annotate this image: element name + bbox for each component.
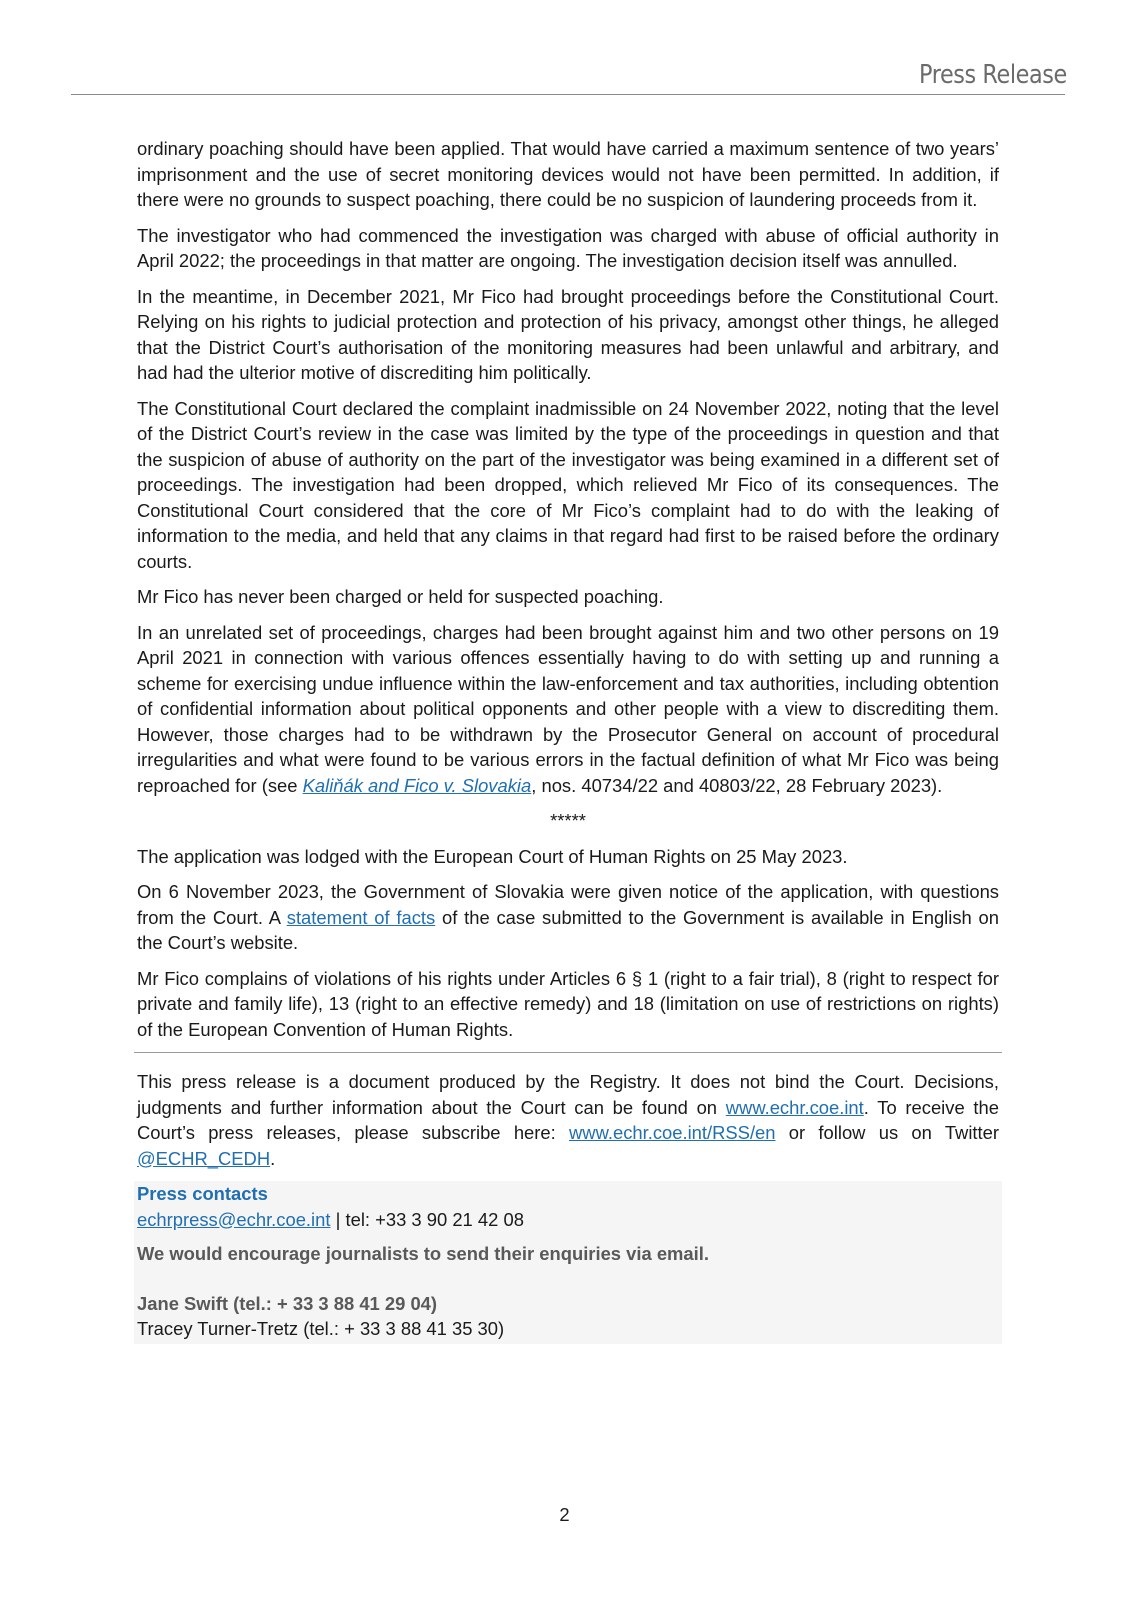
- header-title: Press Release: [919, 60, 1067, 90]
- twitter-link[interactable]: @ECHR_CEDH: [137, 1147, 271, 1169]
- press-contacts-box: [134, 1181, 1002, 1344]
- statement-of-facts-link[interactable]: statement of facts: [286, 906, 436, 928]
- footer-divider: [134, 1052, 1002, 1053]
- contact-person-2: Tracey Turner-Tretz (tel.: + 33 3 88 41 35 30): [137, 1318, 505, 1339]
- contact-person-1: Jane Swift (tel.: + 33 3 88 41 29 04): [137, 1292, 438, 1314]
- echr-website-link[interactable]: www.echr.coe.int: [725, 1096, 864, 1118]
- press-contacts-title: Press contacts: [137, 1183, 268, 1204]
- paragraph-poaching: ordinary poaching should have been applied. That would have carried a maximum sentence of two years’ imprisonment and the use of secret monitoring devices would not have been permitted. In addition, if there were no grounds to suspect poaching, there could be no suspicion of laundering proceeds from it.: [137, 138, 999, 210]
- paragraph-investigator: The investigator who had commenced the investigation was charged with abuse of official authority in April 2022; the proceedings in that matter are ongoing. The investigation decision itself was annulled.: [137, 224, 999, 271]
- page-number: 2: [559, 1504, 570, 1525]
- header-divider: [71, 94, 1065, 95]
- press-email-line: echrpress@echr.coe.int | tel: +33 3 90 21 42 08: [137, 1208, 524, 1230]
- rss-link[interactable]: www.echr.coe.int/RSS/en: [569, 1122, 776, 1143]
- paragraph-complaints: Mr Fico complains of violations of his rights under Articles 6 § 1 (right to a fair trial), 8 (right to respect for private and family life), 13 (right to an effective remedy) and 18 (limitation on use of restrictions on rights) of the European Convention of Human Rights.: [137, 967, 999, 1040]
- main-content: [137, 136, 999, 1344]
- registry-disclaimer: This press release is a document produced by the Registry. It does not bind the Court. Decisions, judgments and further information about the Court can be found on www.echr.coe.int. To receive the Court’s press releases, please subscribe here: www.echr.coe.int/RSS/en or follow us on Twitter @ECHR_CEDH.: [137, 1071, 999, 1169]
- paragraph-notice: On 6 November 2023, the Government of Slovakia were given notice of the application, with questions from the Court. A statement of facts of the case submitted to the Government is available in English on the Court’s website.: [137, 881, 1000, 953]
- paragraph-unrelated-proceedings: In an unrelated set of proceedings, charges had been brought against him and two other persons on 19 April 2021 in connection with various offences essentially having to do with setting up and running a scheme for exercising undue influence within the law-enforcement and tax authorities, including obtention of confidential information about political opponents and other people with a view to discrediting them. However, those charges had to be withdrawn by the Prosecutor General on account of procedural irregularities and what were found to be various errors in the factual definition of what Mr Fico was being reproached for (see Kaliňák and Fico v. Slovakia, nos. 40734/22 and 40803/22, 28 February 2023).: [137, 621, 999, 796]
- press-email-link[interactable]: echrpress@echr.coe.int: [137, 1208, 331, 1230]
- paragraph-constitutional-decision: The Constitutional Court declared the complaint inadmissible on 24 November 2022, noting that the level of the District Court’s review in the case was limited by the type of the proceedings in question and that the suspicion of abuse of authority on the part of the investigator was being examined in a different set of proceedings. The investigation had been dropped, which relieved Mr Fico of its consequences. The Constitutional Court considered that the core of Mr Fico’s complaint had to do with the leaking of information to the media, and held that any claims in that regard had first to be raised before the ordinary courts.: [137, 397, 999, 572]
- email-encouragement-note: We would encourage journalists to send their enquiries via email.: [137, 1243, 709, 1264]
- case-link[interactable]: Kaliňák and Fico v. Slovakia: [302, 774, 532, 796]
- paragraph-constitutional-proceedings: In the meantime, in December 2021, Mr Fico had brought proceedings before the Constitutional Court. Relying on his rights to judicial protection and protection of his privacy, amongst other things, he alleged that the District Court’s authorisation of the monitoring measures had been unlawful and arbitrary, and had had the ulterior motive of discrediting him politically.: [137, 285, 999, 383]
- paragraph-never-charged: Mr Fico has never been charged or held for suspected poaching.: [137, 586, 664, 607]
- section-separator: *****: [550, 810, 586, 831]
- paragraph-application-lodged: The application was lodged with the European Court of Human Rights on 25 May 2023.: [137, 845, 848, 867]
